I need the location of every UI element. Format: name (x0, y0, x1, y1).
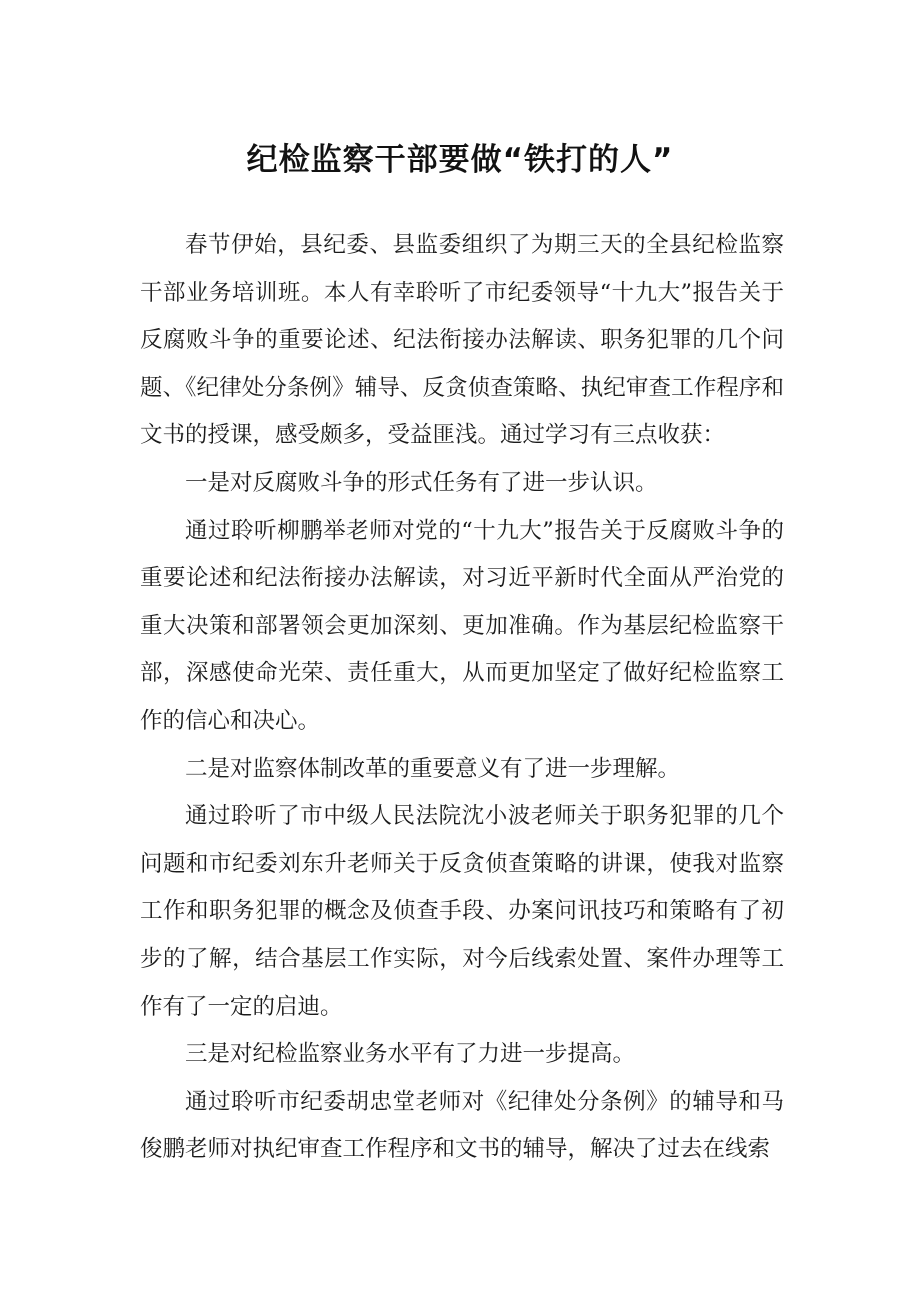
document-body (140, 222, 784, 1174)
document-title: 纪检监察干部要做“铁打的人” (246, 142, 674, 178)
paragraph-point-3: 通过聆听市纪委胡忠堂老师对《纪律处分条例》的辅导和马俊鹏老师对执纪审查工作程序和文书的辅导，解决了过去在线索 (140, 1088, 784, 1163)
paragraph-heading-2: 二是对监察体制改革的重要意义有了进一步理解。 (185, 755, 681, 782)
paragraph-heading-1: 一是对反腐败斗争的形式任务有了进一步认识。 (185, 469, 658, 496)
paragraph-intro: 春节伊始，县纪委、县监委组织了为期三天的全县纪检监察干部业务培训班。本人有幸聆听了市纪委领导“十九大”报告关于反腐败斗争的重要论述、纪法衔接办法解读、职务犯罪的几个问题、《纪律处分条例》辅导、反贪侦查策略、执纪审查工作程序和文书的授课，感受颇多，受益匪浅。通过学习有三点收获： (140, 232, 784, 449)
paragraph-point-1: 通过聆听柳鹏举老师对党的“十九大”报告关于反腐败斗争的重要论述和纪法衔接办法解读，对习近平新时代全面从严治党的重大决策和部署领会更加深刻、更加准确。作为基层纪检监察干部，深感使命光荣、责任重大，从而更加坚定了做好纪检监察工作的信心和决心。 (140, 517, 784, 734)
paragraph-heading-3: 三是对纪检监察业务水平有了力进一步提高。 (185, 1041, 636, 1068)
paragraph-point-2: 通过聆听了市中级人民法院沈小波老师关于职务犯罪的几个问题和市纪委刘东升老师关于反贪侦查策略的讲课，使我对监察工作和职务犯罪的概念及侦查手段、办案问讯技巧和策略有了初步的了解，结合基层工作实际，对今后线索处置、案件办理等工作有了一定的启迪。 (140, 803, 784, 1020)
